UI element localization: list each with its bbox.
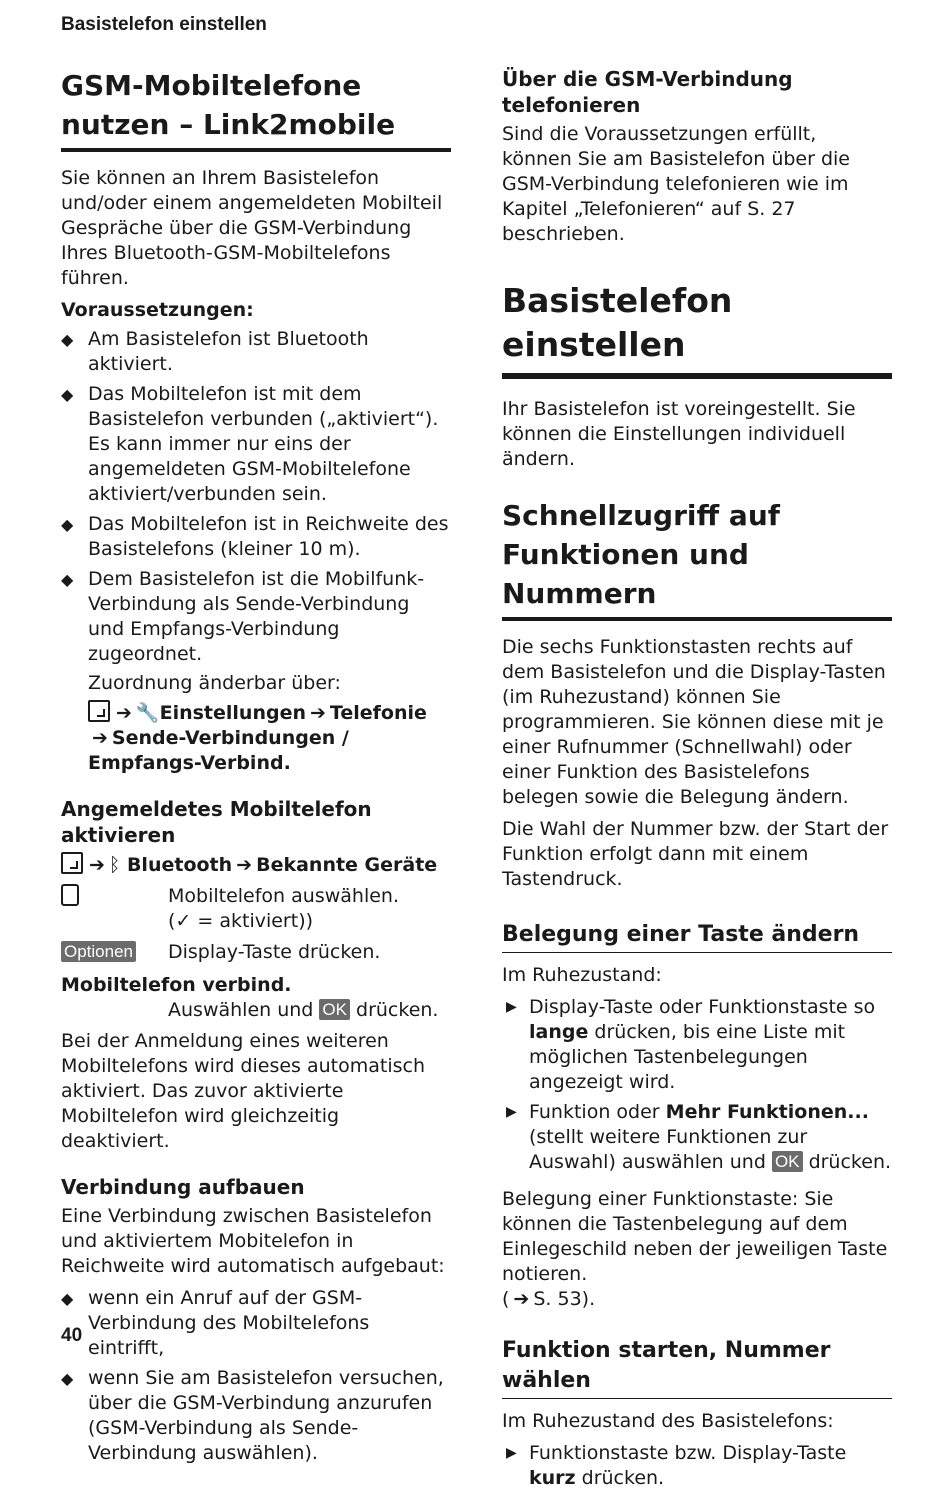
connection-heading: Verbindung aufbauen [61, 1175, 305, 1199]
gsm-paragraph: Sind die Voraussetzungen erfüllt, können Sie am Basistelefon über die GSM-Verbindung telefonieren wie im Kapitel „Telefonieren“ auf S. 27 beschrieben. [502, 123, 850, 245]
page-number: 40 [61, 1325, 83, 1346]
intro-paragraph: Sie können an Ihrem Basistelefon und/oder einem angemeldeten Mobilteil Gespräche über die GSM-Verbindung Ihres Bluetooth-GSM-Mobiltelefons führen. [61, 167, 443, 289]
list-item: ◆ Am Basistelefon ist Bluetooth aktiviert. [61, 328, 369, 375]
quick-paragraph-2: Die Wahl der Nummer bzw. der Start der Funktion erfolgt dann mit einem Tastendruck. [502, 818, 889, 890]
quick-heading: Schnellzugriff auf Funktionen und Nummern [502, 496, 892, 621]
arrow-icon: ➔ [116, 702, 132, 724]
list-item: ▶ Funktionstaste bzw. Display-Taste kurz drücken. [506, 1442, 847, 1489]
arrow-icon: ➔ [92, 727, 108, 749]
quick-paragraph-1: Die sechs Funktionstasten rechts auf dem Basistelefon und die Display-Tasten (im Ruhezustand) können Sie programmieren. Sie können diese mit je einer Rufnummer (Schnellwahl) oder einer Funktion des Basistelefons belegen sowie die Belegung ändern. [502, 636, 886, 808]
diamond-bullet-icon: ◆ [61, 1289, 74, 1308]
list-item: ◆ Das Mobiltelefon ist in Reichweite des Basistelefons (kleiner 10 m). [61, 513, 449, 560]
checkmark-icon: ✓ [175, 910, 192, 932]
start-steps [502, 1441, 892, 1491]
list-item: ◆ wenn Sie am Basistelefon versuchen, über die GSM-Verbindung anzurufen (GSM-Verbindung als Sende-Verbindung auswählen). [61, 1367, 444, 1464]
list-item: ◆ Das Mobiltelefon ist mit dem Basistelefon verbunden („aktiviert“). Es kann immer nur eins der angemeldeten GSM-Mobiltelefone aktiviert/verbunden sein. [61, 383, 439, 505]
diamond-bullet-icon: ◆ [61, 515, 74, 534]
diamond-bullet-icon: ◆ [61, 570, 74, 589]
list-item: ◆ Dem Basistelefon ist die Mobilfunk-Verbindung als Sende-Verbindung und Empfangs-Verbindung zugeordnet. Zuordnung änderbar über: ➔ 🔧Einstellungen ➔ Telefonie ➔ Sende-Verbindungen / Empfangs-Verbind. [61, 567, 451, 776]
arrow-icon: ➔ [236, 854, 253, 876]
diamond-bullet-icon: ◆ [61, 1369, 74, 1388]
assign-label: Im Ruhezustand: [502, 964, 662, 986]
list-item: ◆ wenn ein Anruf auf der GSM-Verbindung des Mobiltelefons eintrifft, [61, 1287, 370, 1359]
step-connect: Auswählen und OK drücken. [168, 999, 439, 1021]
menu-icon [61, 852, 83, 874]
arrow-icon: ➔ [513, 1288, 530, 1310]
triangle-bullet-icon: ▶ [506, 1104, 517, 1120]
prereq-label: Voraussetzungen: [61, 299, 254, 321]
bluetooth-icon: ᛒ [108, 854, 121, 876]
zuordnung-text: Zuordnung änderbar über: [88, 672, 341, 694]
diamond-bullet-icon: ◆ [61, 385, 74, 404]
start-heading: Funktion starten, Nummer wählen [502, 1336, 892, 1399]
options-key: Optionen [61, 941, 136, 962]
triangle-bullet-icon: ▶ [506, 999, 517, 1015]
left-column [61, 66, 451, 1471]
list-item: ▶ Funktion oder Mehr Funktionen... (stellt weitere Funktionen zur Auswahl) auswählen und OK drücken. [506, 1101, 892, 1173]
triangle-bullet-icon: ▶ [506, 1445, 517, 1461]
assign-note: Belegung einer Funktionstaste: Sie können die Tastenbelegung auf dem Einlegeschild neben der jeweiligen Taste notieren. [502, 1188, 888, 1285]
step-text: Mobiltelefon auswählen. [168, 885, 399, 907]
connect-label: Mobiltelefon verbind. [61, 974, 292, 996]
menu-path-bluetooth: ➔ ᛒ Bluetooth ➔ Bekannte Geräte [61, 852, 451, 878]
menu-path-settings: ➔ 🔧Einstellungen ➔ Telefonie ➔ Sende-Verbindungen / Empfangs-Verbind. [88, 702, 427, 774]
arrow-icon: ➔ [89, 854, 105, 876]
assign-heading: Belegung einer Taste ändern [502, 920, 892, 953]
navigation-key-icon [61, 884, 79, 906]
main-intro: Ihr Basistelefon ist voreingestellt. Sie können die Einstellungen individuell ändern. [502, 398, 856, 470]
activate-note: Bei der Anmeldung eines weiteren Mobiltelefons wird dieses automatisch aktiviert. Das zuvor aktivierte Mobiltelefon wird gleichzeitig deaktiviert. [61, 1030, 426, 1152]
ok-key: OK [772, 1151, 803, 1172]
assign-ref: ( ➔ S. 53). [502, 1288, 596, 1310]
section-heading-link2mobile: GSM-Mobiltelefone nutzen – Link2mobile [61, 66, 451, 152]
wrench-icon: 🔧 [135, 702, 160, 724]
step-options [61, 940, 451, 965]
connection-intro: Eine Verbindung zwischen Basistelefon und aktiviertem Mobitelefon in Reichweite wird automatisch aufgebaut: [61, 1205, 445, 1277]
page-header: Basistelefon einstellen [61, 14, 267, 35]
step-note: (✓ = aktiviert)) [168, 910, 314, 932]
main-heading: Basistelefon einstellen [502, 279, 892, 379]
ok-key: OK [319, 999, 350, 1020]
list-item: ▶ Display-Taste oder Funktionstaste so lange drücken, bis eine Liste mit möglichen Tastenbelegungen angezeigt wird. [506, 996, 876, 1093]
connection-list [61, 1286, 451, 1466]
menu-icon [88, 700, 110, 722]
step-select [61, 884, 451, 934]
gsm-heading: Über die GSM-Verbindung telefonieren [502, 67, 793, 117]
prereq-list [61, 327, 451, 776]
diamond-bullet-icon: ◆ [61, 330, 74, 349]
arrow-icon: ➔ [309, 702, 326, 724]
right-column [502, 66, 892, 1496]
activate-heading: Angemeldetes Mobiltelefon aktivieren [61, 797, 372, 847]
assign-steps [502, 995, 892, 1175]
step-text: Display-Taste drücken. [168, 941, 381, 963]
start-label: Im Ruhezustand des Basistelefons: [502, 1410, 834, 1432]
